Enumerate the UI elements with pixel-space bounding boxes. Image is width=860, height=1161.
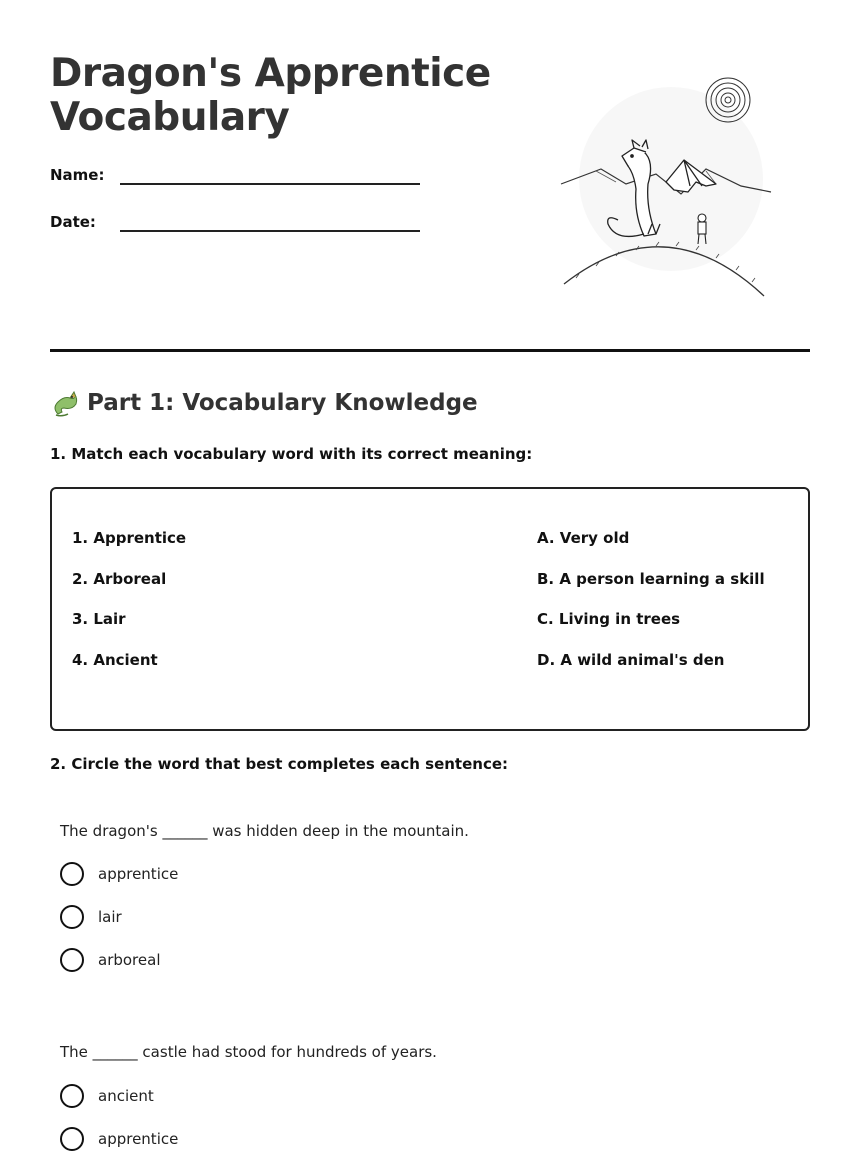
- meaning-c[interactable]: C. Living in trees: [537, 610, 681, 628]
- sentence-1-option-apprentice[interactable]: [60, 862, 178, 886]
- meaning-b[interactable]: B. A person learning a skill: [537, 570, 765, 588]
- question-2-prompt: 2. Circle the word that best completes each sentence:: [50, 755, 509, 773]
- option-label: arboreal: [98, 951, 161, 969]
- option-label: ancient: [98, 1087, 154, 1105]
- title-line-2: Vocabulary: [50, 95, 290, 140]
- radio-circle[interactable]: [60, 948, 84, 972]
- option-label: apprentice: [98, 1130, 179, 1148]
- dragon-icon: [50, 388, 80, 418]
- word-4[interactable]: 4. Ancient: [72, 651, 158, 669]
- radio-circle[interactable]: [60, 862, 84, 886]
- sentence-2-option-ancient[interactable]: [60, 1084, 154, 1108]
- part1-heading: [50, 386, 478, 420]
- word-1[interactable]: 1. Apprentice: [72, 529, 187, 547]
- name-line[interactable]: [120, 183, 420, 185]
- sentence-2: The ______ castle had stood for hundreds of years.: [60, 1043, 437, 1061]
- part1-title: Part 1: Vocabulary Knowledge: [87, 390, 478, 416]
- header-divider: [50, 349, 810, 352]
- matching-box: [50, 487, 810, 731]
- meaning-a[interactable]: A. Very old: [537, 529, 630, 547]
- radio-circle[interactable]: [60, 1127, 84, 1151]
- radio-circle[interactable]: [60, 1084, 84, 1108]
- sentence-1-option-arboreal[interactable]: [60, 948, 160, 972]
- word-3[interactable]: 3. Lair: [72, 610, 126, 628]
- worksheet-title: [50, 52, 491, 140]
- option-label: apprentice: [98, 865, 179, 883]
- word-2[interactable]: 2. Arboreal: [72, 570, 167, 588]
- radio-circle[interactable]: [60, 905, 84, 929]
- date-label: Date:: [50, 213, 96, 231]
- meaning-d[interactable]: D. A wild animal's den: [537, 651, 725, 669]
- option-label: lair: [98, 908, 122, 926]
- date-line[interactable]: [120, 230, 420, 232]
- title-line-1: Dragon's Apprentice: [50, 51, 491, 96]
- dragon-on-hill-illustration: [556, 74, 776, 302]
- name-label: Name:: [50, 166, 105, 184]
- sentence-1: The dragon's ______ was hidden deep in the mountain.: [60, 822, 469, 840]
- sentence-2-option-apprentice[interactable]: [60, 1127, 178, 1151]
- sentence-1-option-lair[interactable]: [60, 905, 122, 929]
- question-1-prompt: 1. Match each vocabulary word with its correct meaning:: [50, 445, 533, 463]
